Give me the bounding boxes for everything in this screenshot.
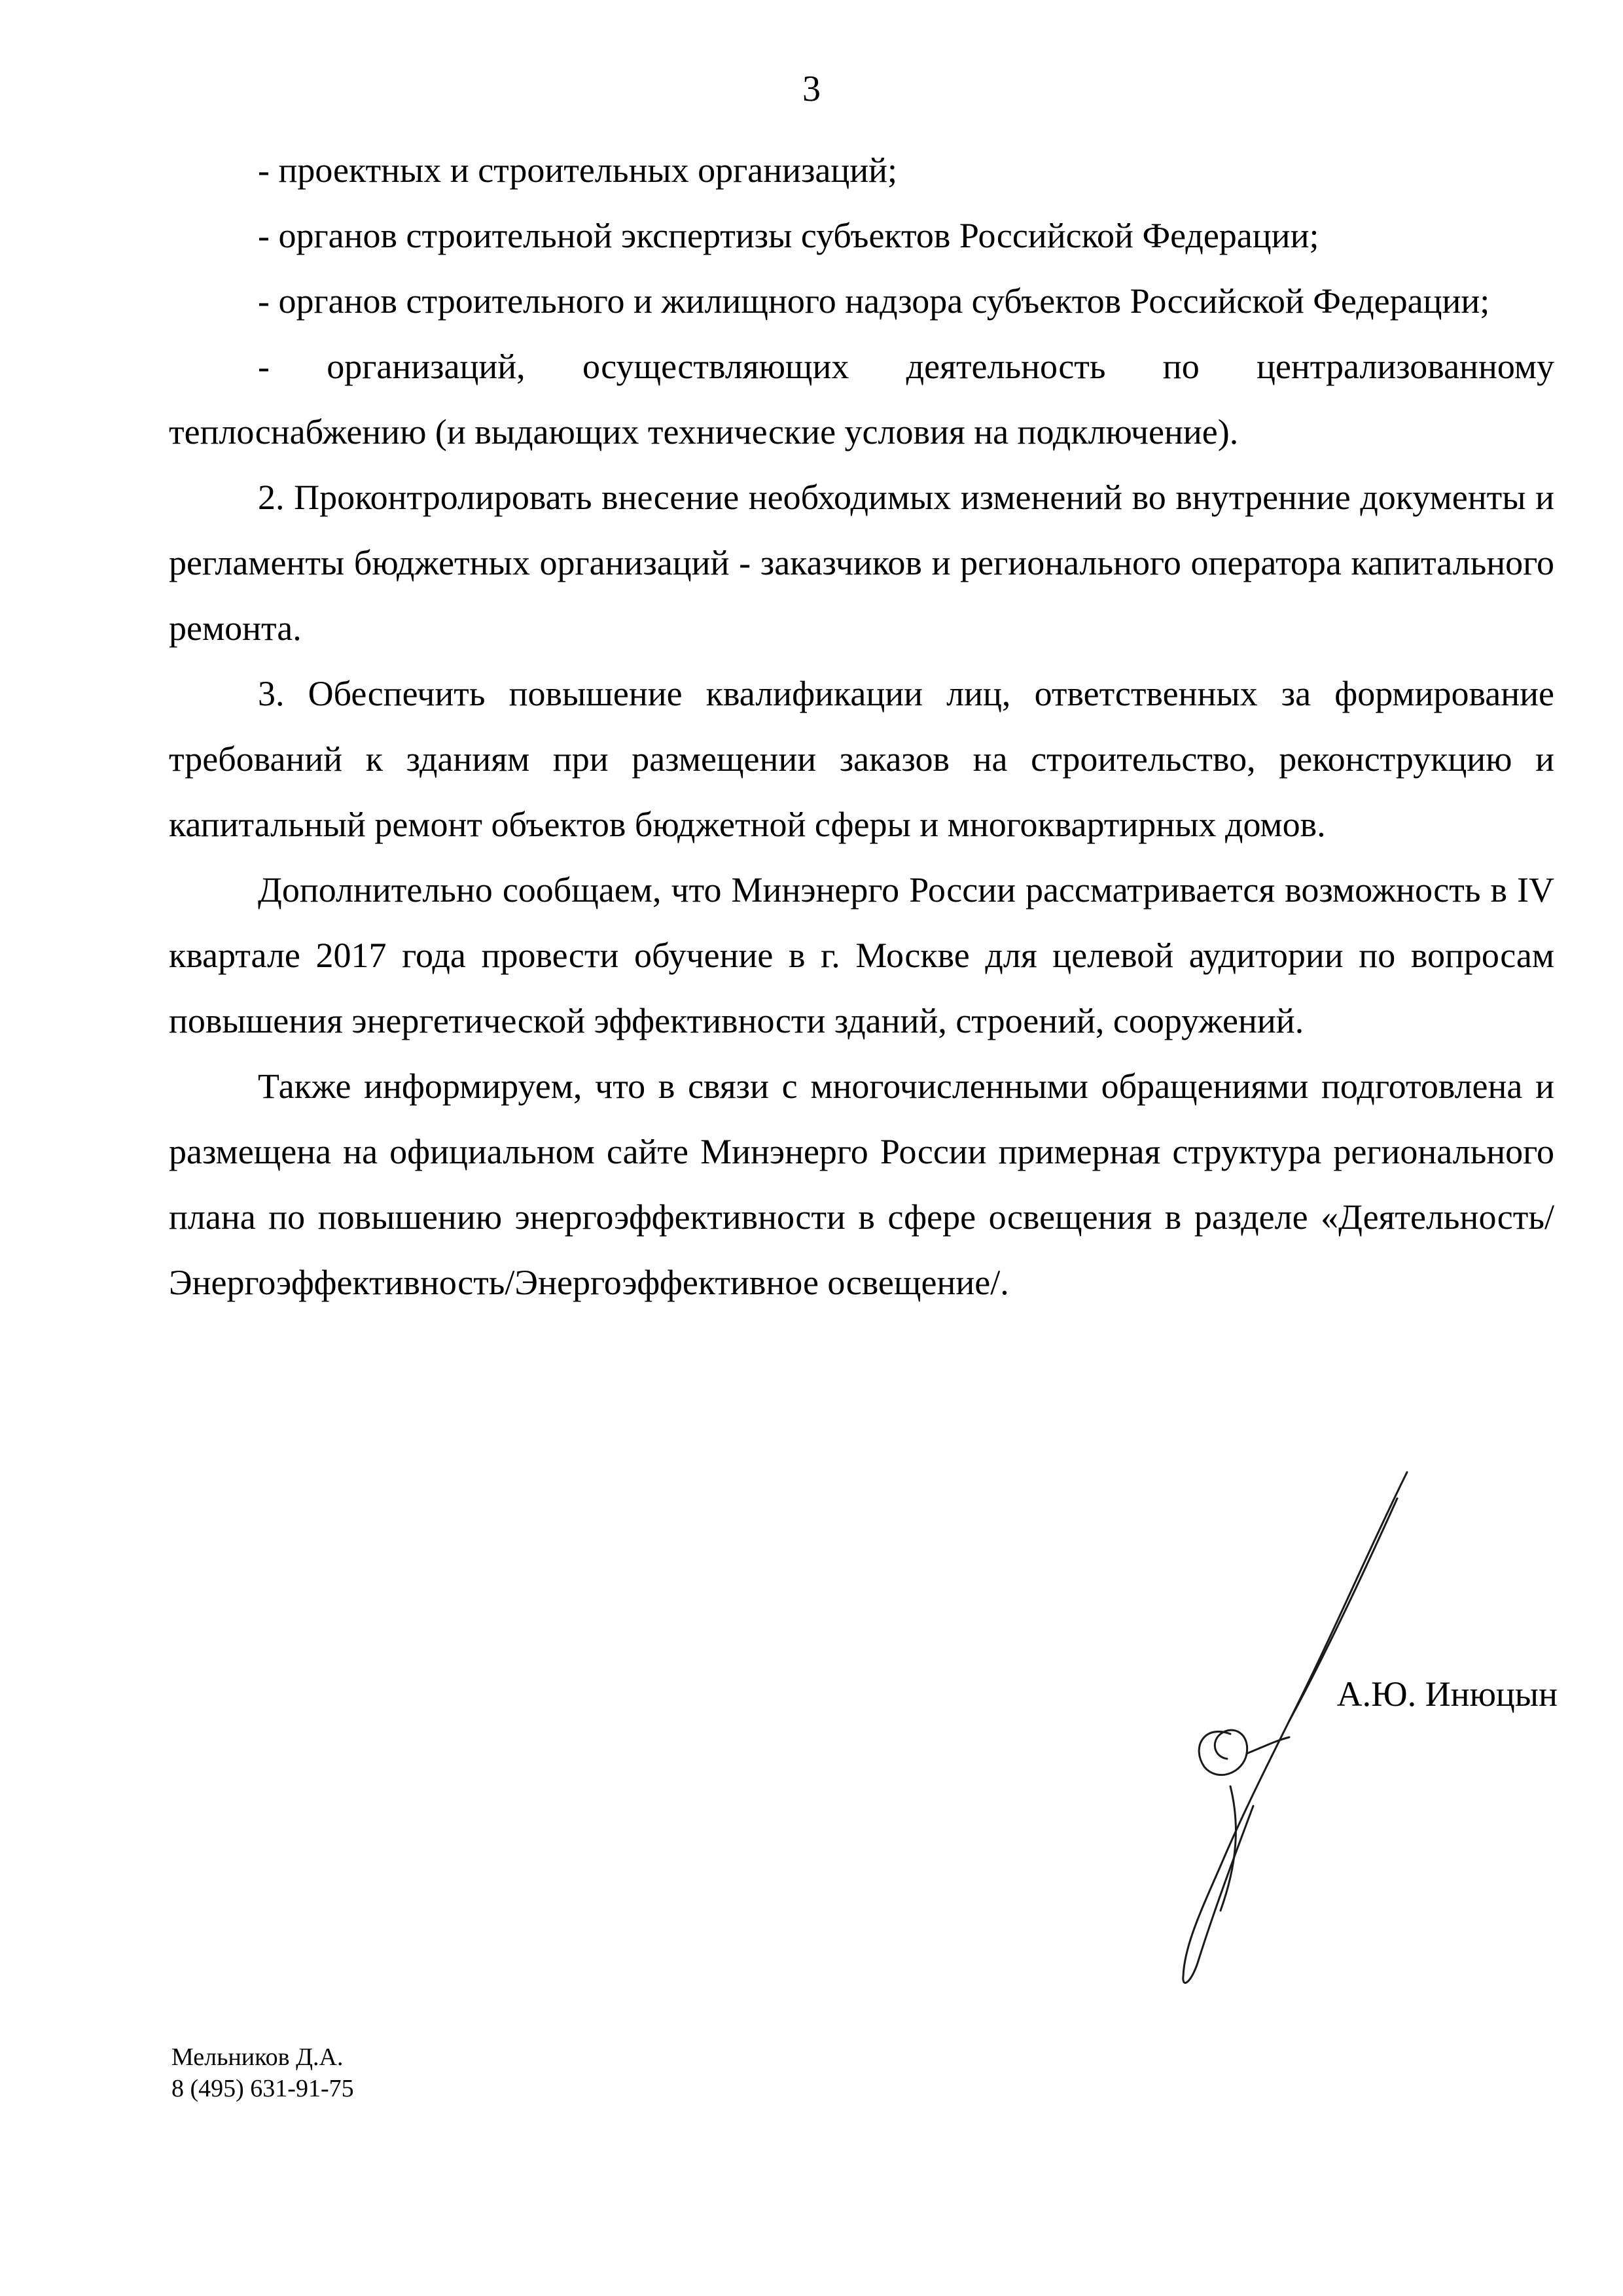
list-item-supervision-bodies: - органов строительного и жилищного надзора субъектов Российской Федерации; [258,281,1490,321]
list-item-expertise-bodies: - органов строительной экспертизы субъектов Российской Федерации; [258,216,1319,255]
paragraph-lighting-plan: Также информируем, что в связи с многочисленными обращениями подготовлена и размещена на официальном сайте Минэнерго России примерная структура регионального плана по повышению энергоэффективности в сфере освещения в разделе «Деятельность/Энергоэффективность/Энергоэффективное освещение/. [169,1067,1554,1302]
list-item-heat-supply-organizations: - организаций, осуществляющих деятельность по централизованному теплоснабжению (и выдающих технические условия на подключение). [169,347,1554,451]
item-2-control-changes: 2. Проконтролировать внесение необходимых изменений во внутренние документы и регламенты бюджетных организаций - заказчиков и регионального оператора капитального ремонта. [169,478,1554,648]
item-3-qualification: 3. Обеспечить повышение квалификации лиц, ответственных за формирование требований к зданиям при размещении заказов на строительство, реконструкцию и капитальный ремонт объектов бюджетной сферы и многоквартирных домов. [169,674,1554,844]
signatory-name: А.Ю. Инюцын [1336,1674,1558,1714]
executor-phone: 8 (495) 631-91-75 [171,2075,354,2102]
executor-name: Мельников Д.А. [171,2043,344,2071]
page-number: 3 [802,69,821,109]
list-item-design-organizations: - проектных и строительных организаций; [258,150,898,190]
executor-block [171,2041,354,2104]
paragraph-training: Дополнительно сообщаем, что Минэнерго России рассматривается возможность в IV квартале 2017 года провести обучение в г. Москве для целевой аудитории по вопросам повышения энергетической эффективности зданий, строений, сооружений. [169,870,1554,1040]
handwritten-signature [1099,1459,1440,1996]
letter-body [169,137,1554,1315]
